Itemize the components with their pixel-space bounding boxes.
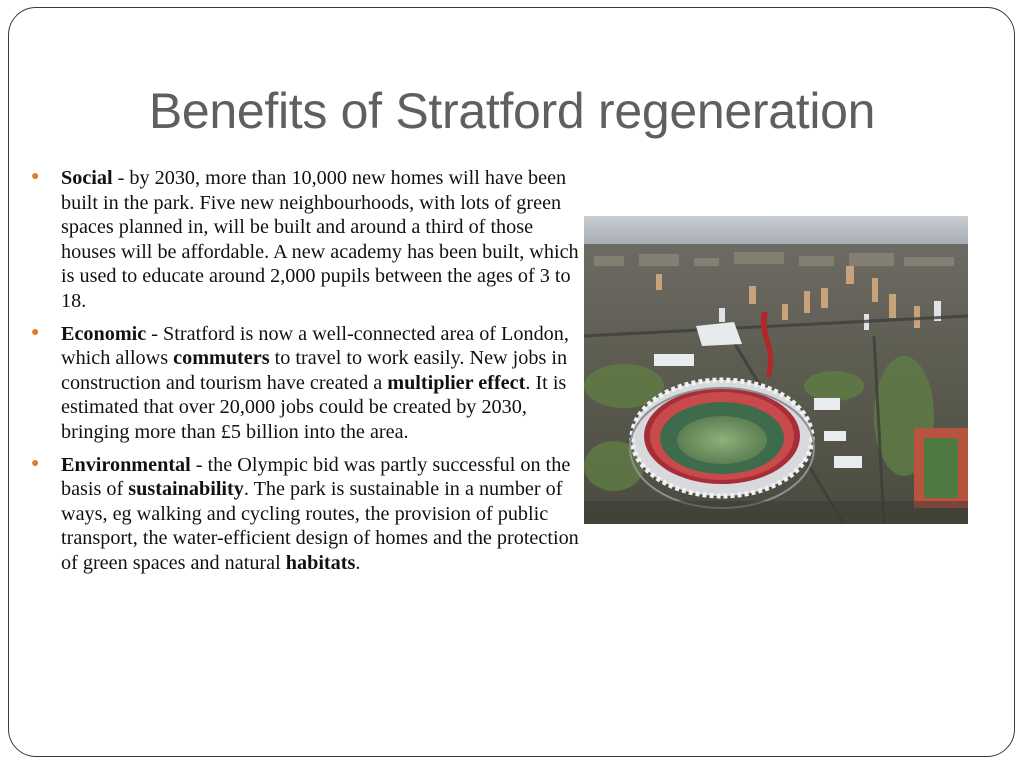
bullet-term: Social <box>61 167 113 189</box>
bullet-dot-icon: ● <box>31 455 40 471</box>
bullet-text: . It is estimated that over 20,000 jobs could be created by 2030, bringing more than £5 billion into the area. <box>61 371 567 443</box>
bullet-term: Economic <box>61 322 147 345</box>
bullet-social <box>30 166 582 313</box>
bullet-environmental <box>30 453 582 576</box>
bullet-dot-icon: ● <box>31 169 40 184</box>
bullet-text: to travel to work easily. New jobs in construction and tourism have created a <box>61 347 568 394</box>
bullet-text: - Stratford is now a well-connected area of London, which allows <box>61 322 569 369</box>
bullet-term: Environmental <box>61 453 191 476</box>
keyword: multiplier effect <box>387 371 526 394</box>
bullet-economic <box>30 322 582 445</box>
keyword: habitats <box>285 551 356 574</box>
bullet-dot-icon: ● <box>31 324 40 340</box>
keyword: commuters <box>173 347 270 369</box>
bullet-text: . The park is sustainable in a number of ways, eg walking and cycling routes, the provision of public transport, the water-efficient design of homes and the protection of green spaces and natural <box>61 478 579 574</box>
bullet-text: . <box>355 551 361 574</box>
bullet-text: - the Olympic bid was partly successful on the basis of <box>61 453 571 500</box>
bullet-text: - by 2030, more than 10,000 new homes will have been built in the park. Five new neighbourhoods, with lots of green spaces planned in, will be built and around a third of those houses will be affordable. A new academy has been built, which is used to educate around 2,000 pupils between the ages of 3 to 18. <box>61 167 579 312</box>
bullet-list <box>30 166 582 584</box>
aerial-olympic-park-photo <box>584 216 968 524</box>
slide-title: Benefits of Stratford regeneration <box>148 83 876 139</box>
keyword: sustainability <box>128 478 244 500</box>
